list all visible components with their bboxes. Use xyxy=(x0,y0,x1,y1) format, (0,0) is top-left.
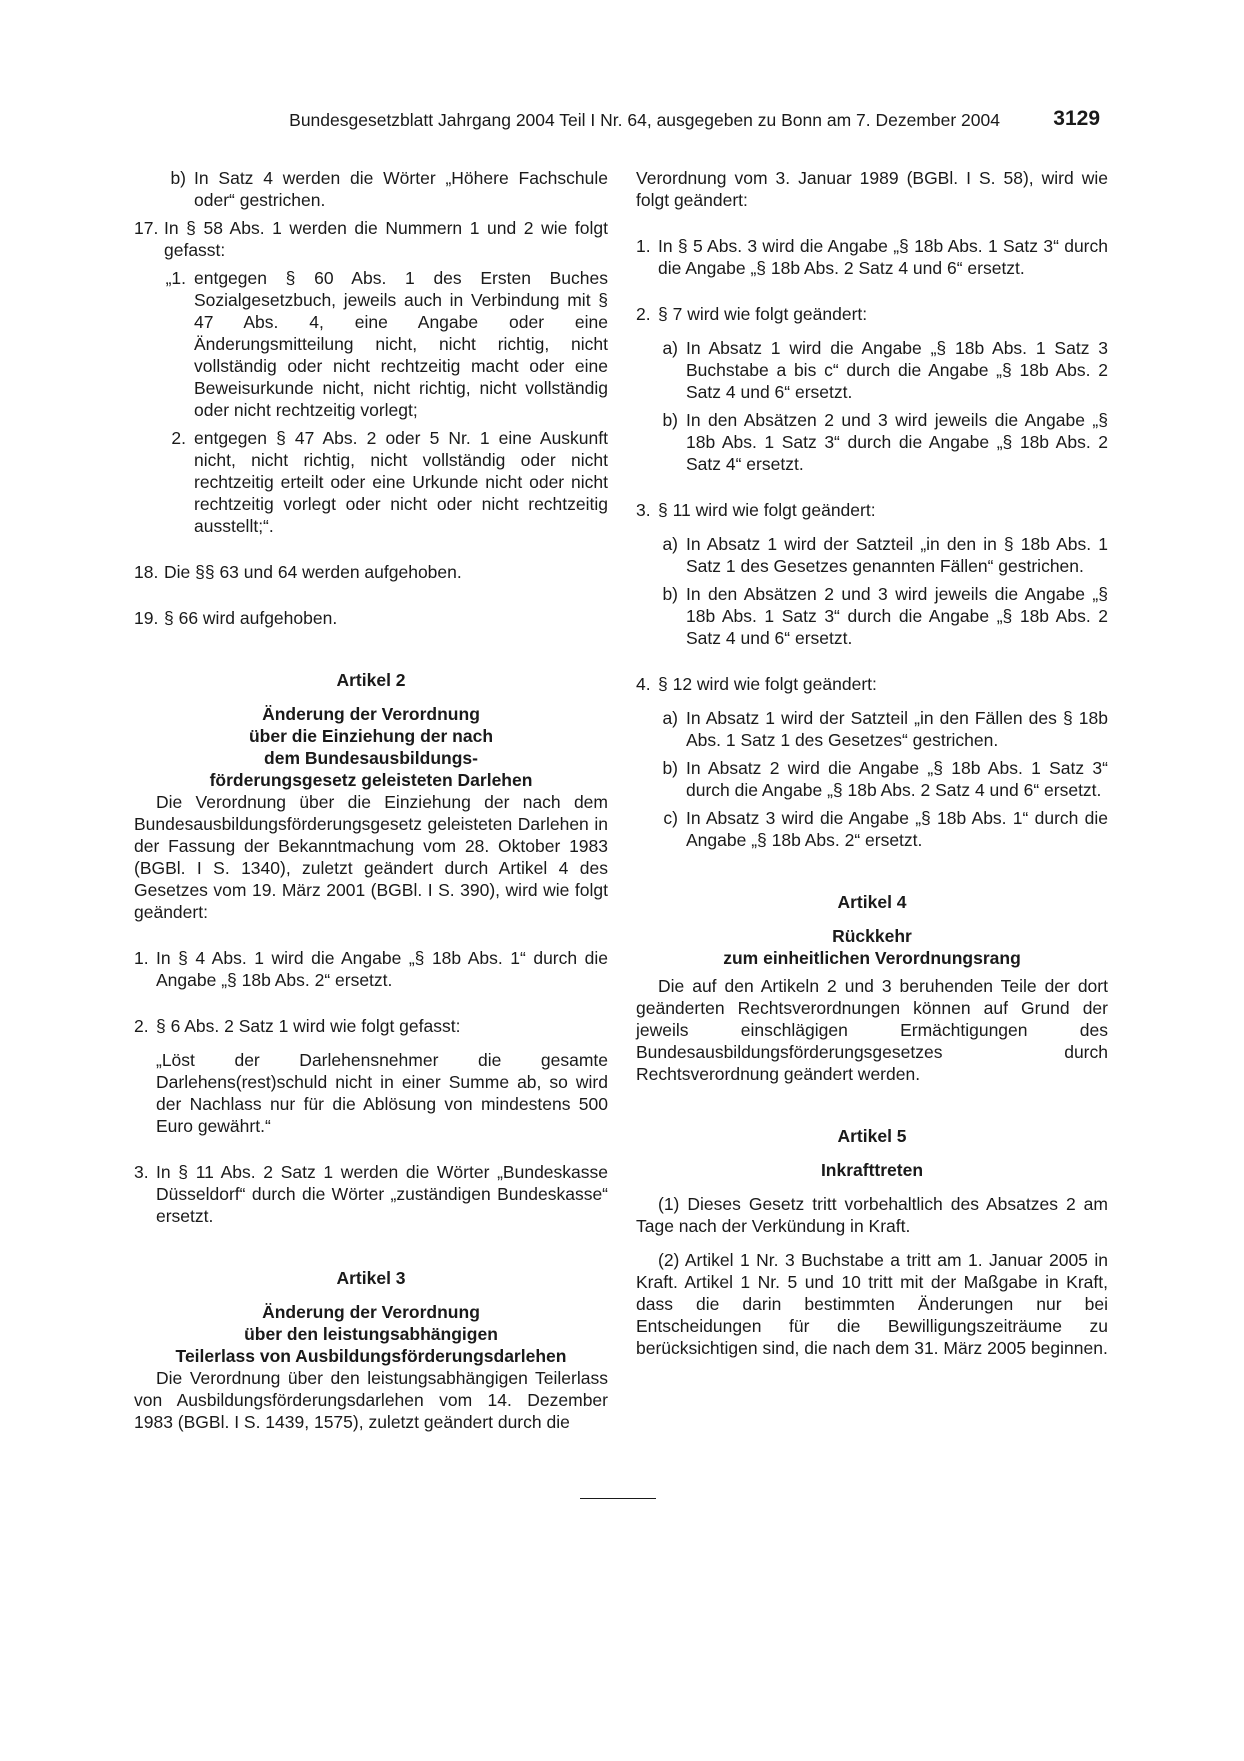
list-item: a) In Absatz 1 wird der Satzteil „in den Fällen des § 18b Abs. 1 Satz 1 des Gesetzes“ gestrichen. xyxy=(662,708,1108,750)
list-item: 2. § 7 wird wie folgt geändert: xyxy=(636,304,868,324)
article-2-heading-line: förderungsgesetz geleisteten Darlehen xyxy=(209,770,533,790)
list-item: 3. § 11 wird wie folgt geändert: xyxy=(636,500,876,520)
article-4-text: Die auf den Artikeln 2 und 3 beruhenden Teile der dort geänderten Rechtsverordnungen können auf Grund der jeweils einschlägigen Ermächtigungen des Bundesausbildungsförderungsgesetzes durch Rechtsverordnung geändert werden. xyxy=(636,976,1108,1084)
list-item: „1. entgegen § 60 Abs. 1 des Ersten Buches Sozialgesetzbuch, jeweils auch in Verbindung mit § 47 Abs. 4, eine Angabe oder eine Änderungsmitteilung nicht, nicht richtig, nicht vollständig oder nicht rechtzeitig macht oder eine Beweisurkunde nicht, nicht richtig, nicht vollständig oder nicht rechtzeitig vorlegt; xyxy=(165,268,608,420)
list-item: b) In den Absätzen 2 und 3 wird jeweils die Angabe „§ 18b Abs. 1 Satz 3“ durch die Angabe „§ 18b Abs. 2 Satz 4“ ersetzt. xyxy=(662,410,1108,474)
article-5-paragraph-2: (2) Artikel 1 Nr. 3 Buchstabe a tritt am 1. Januar 2005 in Kraft. Artikel 1 Nr. 5 und 10 tritt mit der Maßgabe in Kraft, dass die darin bestimmten Änderungen nur bei Entscheidungen für die Bewilligungszeiträume zu berücksichtigen sind, die nach dem 31. März 2005 beginnen. xyxy=(636,1250,1108,1358)
article-3-title: Artikel 3 xyxy=(336,1268,406,1288)
list-item: 1. In § 5 Abs. 3 wird die Angabe „§ 18b Abs. 1 Satz 3“ durch die Angabe „§ 18b Abs. 2 Satz 4 und 6“ ersetzt. xyxy=(636,236,1108,278)
list-item: b) In den Absätzen 2 und 3 wird jeweils die Angabe „§ 18b Abs. 1 Satz 3“ durch die Angabe „§ 18b Abs. 2 Satz 4 und 6“ ersetzt. xyxy=(662,584,1108,648)
list-item: 1. In § 4 Abs. 1 wird die Angabe „§ 18b Abs. 1“ durch die Angabe „§ 18b Abs. 2“ ersetzt. xyxy=(134,948,608,990)
list-item: b) In Satz 4 werden die Wörter „Höhere Fachschule oder“ gestrichen. xyxy=(170,168,608,210)
running-title: Bundesgesetzblatt Jahrgang 2004 Teil I Nr. 64, ausgegeben zu Bonn am 7. Dezember 2004 xyxy=(289,110,1000,130)
article-5-title: Artikel 5 xyxy=(837,1126,907,1146)
list-item: a) In Absatz 1 wird der Satzteil „in den in § 18b Abs. 1 Satz 1 des Gesetzes genannten Fällen“ gestrichen. xyxy=(662,534,1108,576)
list-item: 19. § 66 wird aufgehoben. xyxy=(134,608,338,628)
list-item: 17. In § 58 Abs. 1 werden die Nummern 1 und 2 wie folgt gefasst: xyxy=(134,218,608,260)
left-column xyxy=(134,167,608,1433)
article-2-intro: Die Verordnung über die Einziehung der nach dem Bundesausbildungsförderungsgesetz geleisteten Darlehen in der Fassung der Bekanntmachung vom 28. Oktober 1983 (BGBl. I S. 1340), zuletzt geändert durch Artikel 4 des Gesetzes vom 19. März 2001 (BGBl. I S. 390), wird wie folgt geändert: xyxy=(134,792,608,922)
article-2-heading-line: Änderung der Verordnung xyxy=(262,704,480,724)
list-item: c) In Absatz 3 wird die Angabe „§ 18b Abs. 1“ durch die Angabe „§ 18b Abs. 2“ ersetzt. xyxy=(663,808,1108,850)
article-5-paragraph-1: (1) Dieses Gesetz tritt vorbehaltlich des Absatzes 2 am Tage nach der Verkündung in Kraft. xyxy=(636,1194,1108,1236)
article-3-heading-line: Teilerlass von Ausbildungsförderungsdarlehen xyxy=(175,1346,567,1366)
article-3-heading-line: Änderung der Verordnung xyxy=(262,1302,480,1322)
article-3-intro: Die Verordnung über den leistungsabhängigen Teilerlass von Ausbildungsförderungsdarlehen vom 14. Dezember 1983 (BGBl. I S. 1439, 1575), zuletzt geändert durch die xyxy=(134,1368,608,1432)
article-2-heading-line: dem Bundesausbildungs- xyxy=(264,748,478,768)
article-4-title: Artikel 4 xyxy=(837,892,907,912)
article-5-heading: Inkrafttreten xyxy=(820,1160,924,1180)
list-item: a) In Absatz 1 wird die Angabe „§ 18b Abs. 1 Satz 3 Buchstabe a bis c“ durch die Angabe „§ 18b Abs. 2 Satz 4 und 6“ ersetzt. xyxy=(662,338,1108,402)
article-3-heading-line: über den leistungsabhängigen xyxy=(244,1324,498,1344)
quoted-text: „Löst der Darlehensnehmer die gesamte Darlehens(rest)schuld nicht in einer Summe ab, so wird der Nachlass nur für die Ablösung von mindestens 500 Euro gewährt.“ xyxy=(156,1050,608,1136)
article-2-heading-line: über die Einziehung der nach xyxy=(248,726,494,746)
footer-divider xyxy=(580,1498,656,1499)
article-3-intro-continued: Verordnung vom 3. Januar 1989 (BGBl. I S. 58), wird wie folgt geändert: xyxy=(636,168,1108,210)
list-item: b) In Absatz 2 wird die Angabe „§ 18b Abs. 1 Satz 3“ durch die Angabe „§ 18b Abs. 2 Satz 4 und 6“ ersetzt. xyxy=(662,758,1108,800)
page-header xyxy=(0,107,1100,140)
list-item: 2. entgegen § 47 Abs. 2 oder 5 Nr. 1 eine Auskunft nicht, nicht richtig, nicht vollständig oder nicht rechtzeitig erteilt oder eine Urkunde nicht oder nicht rechtzeitig vorlegt oder nicht oder nicht rechtzeitig ausstellt;“. xyxy=(171,428,608,536)
list-item: 3. In § 11 Abs. 2 Satz 1 werden die Wörter „Bundeskasse Düsseldorf“ durch die Wörter „zuständigen Bundeskasse“ ersetzt. xyxy=(134,1162,608,1226)
list-item: 2. § 6 Abs. 2 Satz 1 wird wie folgt gefasst: xyxy=(134,1016,461,1036)
article-2-title: Artikel 2 xyxy=(336,670,406,690)
article-4-heading-line: Rückkehr xyxy=(832,926,912,946)
article-4-heading-line: zum einheitlichen Verordnungsrang xyxy=(723,948,1021,968)
page-number: 3129 xyxy=(1053,107,1100,130)
right-column xyxy=(636,167,1108,1359)
list-item: 18. Die §§ 63 und 64 werden aufgehoben. xyxy=(134,562,462,582)
list-item: 4. § 12 wird wie folgt geändert: xyxy=(636,674,877,694)
